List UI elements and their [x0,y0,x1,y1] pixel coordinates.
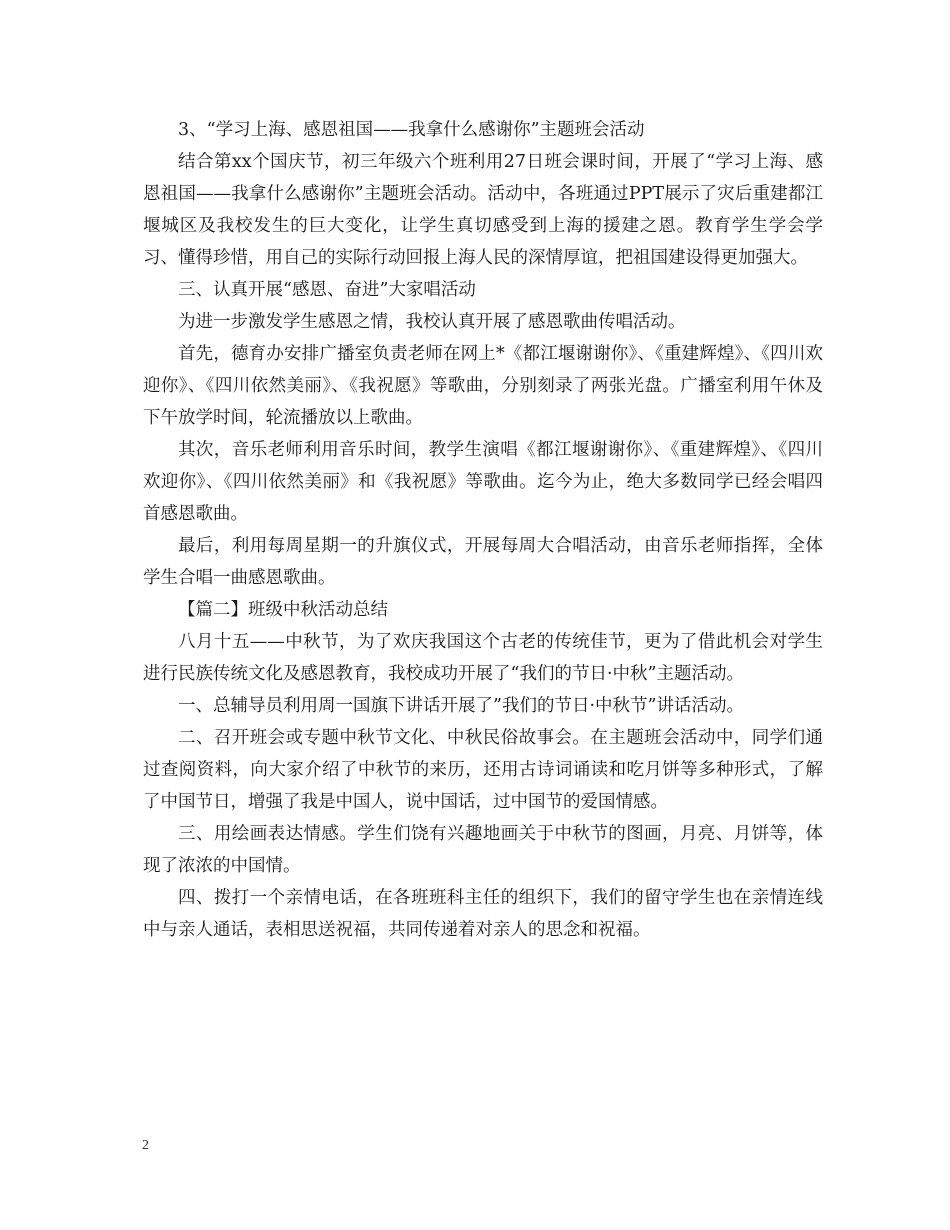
article-heading-part-two: 【篇二】班级中秋活动总结 [178,600,388,620]
section-heading-singing: 三、认真开展“感恩、奋进”大家唱活动 [178,280,476,300]
paragraph-finally: 最后，利用每周星期一的升旗仪式，开展每周大合唱活动，由音乐老师指挥，全体学生合唱一曲感恩歌曲。 [143,536,823,588]
list-item-one: 一、总辅导员利用周一国旗下讲话开展了”我们的节日·中秋节”讲话活动。 [178,696,744,716]
document-body [143,114,823,946]
page-number: 2 [142,1138,149,1153]
paragraph-first: 首先，德育办安排广播室负责老师在网上*《都江堰谢谢你》、《重建辉煌》、《四川欢迎你》、《四川依然美丽》、《我祝愿》等歌曲，分别刻录了两张光盘。广播室利用午休及下午放学时间，轮流播放以上歌曲。 [143,344,823,428]
list-item-two: 二、召开班会或专题中秋节文化、中秋民俗故事会。在主题班会活动中，同学们通过查阅资料，向大家介绍了中秋节的来历，还用古诗词诵读和吃月饼等多种形式，了解了中国节日，增强了我是中国人，说中国话，过中国节的爱国情感。 [143,728,823,812]
paragraph-second: 其次，音乐老师利用音乐时间，教学生演唱《都江堰谢谢你》、《重建辉煌》、《四川欢迎你》、《四川依然美丽》和《我祝愿》等歌曲。迄今为止，绝大多数同学已经会唱四首感恩歌曲。 [143,440,823,524]
activity-heading-3: 3、“学习上海、感恩祖国——我拿什么感谢你”主题班会活动 [178,120,645,140]
paragraph-singing-intro: 为进一步激发学生感恩之情，我校认真开展了感恩歌曲传唱活动。 [178,312,686,332]
list-item-four: 四、拨打一个亲情电话，在各班班科主任的组织下，我们的留守学生也在亲情连线中与亲人通话，表相思送祝福，共同传递着对亲人的思念和祝福。 [143,888,823,940]
paragraph-class-meeting: 结合第xx个国庆节，初三年级六个班利用27日班会课时间，开展了“学习上海、感恩祖国——我拿什么感谢你”主题班会活动。活动中，各班通过PPT展示了灾后重建都江堰城区及我校发生的巨大变化，让学生真切感受到上海的援建之恩。教育学生学会学习、懂得珍惜，用自己的实际行动回报上海人民的深情厚谊，把祖国建设得更加强大。 [143,152,823,268]
list-item-three: 三、用绘画表达情感。学生们饶有兴趣地画关于中秋节的图画，月亮、月饼等，体现了浓浓的中国情。 [143,824,823,876]
paragraph-mid-autumn-intro: 八月十五——中秋节，为了欢庆我国这个古老的传统佳节，更为了借此机会对学生进行民族传统文化及感恩教育，我校成功开展了“我们的节日·中秋”主题活动。 [143,632,823,684]
